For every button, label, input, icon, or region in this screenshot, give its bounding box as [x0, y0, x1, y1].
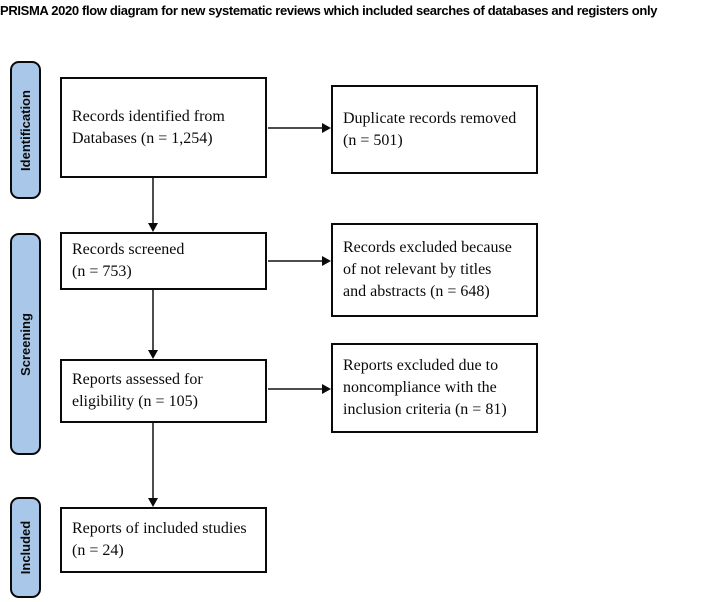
box-records-screened [60, 232, 267, 290]
box-reports-assessed-line-2: eligibility (n = 105) [72, 393, 198, 410]
box-reports-included-line-1: Reports of included studies [72, 520, 247, 537]
arrow-line [268, 127, 324, 129]
box-records-excluded-line-2: of not relevant by titles [343, 261, 492, 278]
box-records-excluded-line-3: and abstracts (n = 648) [343, 283, 490, 300]
box-records-identified-line-1: Records identified from [72, 107, 225, 125]
arrow-line [268, 388, 324, 390]
box-duplicates-removed-line-1: Duplicate records removed [343, 109, 517, 127]
arrow-line [268, 260, 324, 262]
stage-label-screening [10, 233, 41, 455]
arrow-head-down-icon [148, 498, 158, 507]
box-duplicates-removed [331, 85, 538, 174]
box-records-excluded [331, 223, 538, 317]
arrow-head-down-icon [148, 223, 158, 232]
stage-label-included-text: Included [18, 520, 34, 575]
box-records-excluded-line-1: Records excluded because [343, 239, 512, 256]
box-reports-assessed [60, 359, 267, 423]
arrow-head-down-icon [148, 350, 158, 359]
box-records-screened-line-1: Records screened [72, 241, 185, 258]
arrow-head-right-icon [322, 384, 331, 394]
diagram-title: PRISMA 2020 flow diagram for new systematic reviews which included searches of databases and registers only [0, 3, 658, 18]
box-reports-excluded-line-1: Reports excluded due to [343, 357, 499, 374]
arrow-head-right-icon [322, 123, 331, 133]
arrow-line [152, 178, 154, 225]
arrow-head-right-icon [322, 256, 331, 266]
arrow-line [152, 290, 154, 352]
box-reports-excluded-line-3: inclusion criteria (n = 81) [343, 401, 507, 418]
box-reports-included [60, 507, 267, 573]
box-reports-excluded [331, 343, 538, 433]
stage-label-screening-text: Screening [18, 312, 34, 376]
box-records-screened-line-2: (n = 753) [72, 263, 132, 280]
box-records-identified [60, 77, 267, 178]
box-reports-included-line-2: (n = 24) [72, 542, 124, 559]
box-records-identified-line-2: Databases (n = 1,254) [72, 129, 213, 147]
arrow-line [152, 423, 154, 500]
stage-label-identification-text: Identification [18, 89, 34, 171]
stage-label-included [10, 497, 41, 598]
box-reports-excluded-line-2: noncompliance with the [343, 379, 497, 396]
box-reports-assessed-line-1: Reports assessed for [72, 371, 203, 388]
box-duplicates-removed-line-2: (n = 501) [343, 131, 403, 149]
stage-label-identification [10, 61, 41, 199]
